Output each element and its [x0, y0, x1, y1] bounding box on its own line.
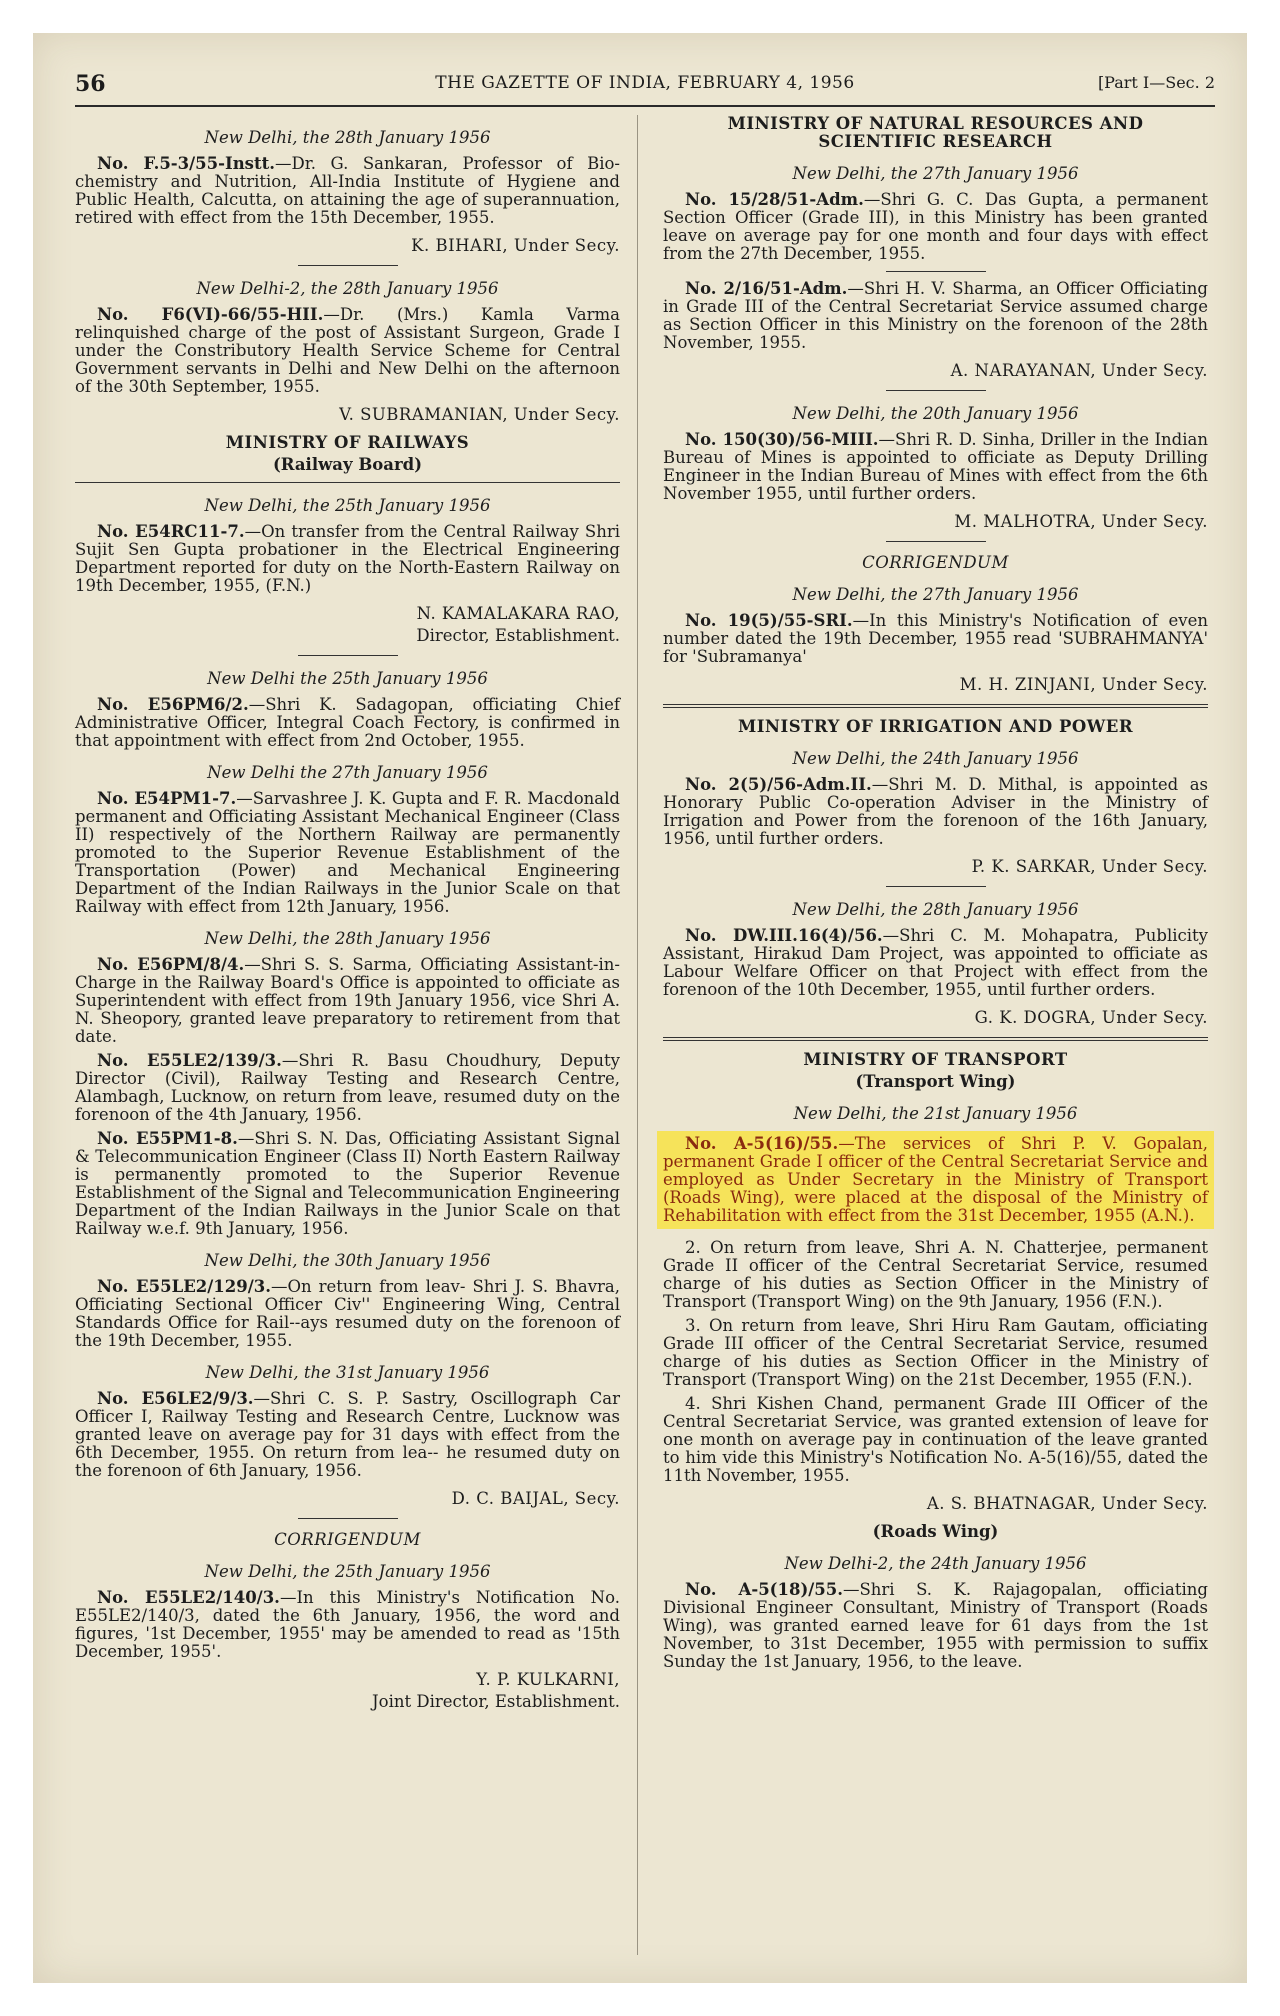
notification: [663, 1135, 1208, 1225]
notification: [75, 1278, 620, 1350]
notification-text: —Shri R. Basu Choudhury, Deputy Director (Civil), Railway Testing and Research Centre, Alambagh, Lucknow, on return from leave, resumed duty on the forenoon of the 4th January, 1956.: [75, 1051, 621, 1124]
divider: [75, 482, 620, 483]
part-section: [Part I—Sec. 2: [1097, 73, 1215, 92]
notification-number: No. 2/16/51-Adm.: [685, 279, 848, 298]
notification-number: No. E56PM6/2.: [97, 695, 249, 714]
signatory: P. K. SARKAR, Under Secy.: [971, 857, 1208, 876]
notification-number: No. A-5(18)/55.: [685, 1580, 843, 1599]
notification-number: No. DW.III.16(4)/56.: [685, 926, 883, 945]
signatory: M. MALHOTRA, Under Secy.: [954, 512, 1208, 531]
notification-text: —On transfer from the Central Railway Shri Sujit Sen Gupta probationer in the Electrical Engineering Department reported for duty on the North-Eastern Railway on 19th December, 1955, (F.N.): [75, 522, 620, 595]
highlighted-notification: [657, 1131, 1214, 1229]
notification-number: No. E54PM1-7.: [97, 789, 237, 808]
notification-number: No. E55PM1-8.: [97, 1129, 238, 1148]
notification-text: —Shri S. K. Rajagopalan, officiating Divisional Engineer Consultant, Ministry of Transport (Roads Wing), was granted earned leave for 61 days from the 1st November, to 31st December, 1955 with permission to suffix Sunday the 1st January, 1956, to the leave.: [663, 1580, 1208, 1671]
notification-text: —Shri S. N. Das, Officiating Assistant Signal & Telecommunication Engineer (Class II) North Eastern Railway is permanently promoted to the Superior Revenue Establishment of the Signal and Telecommunication Engineering Department of the Indian Railways in the Junior Scale on that Railway w.e.f. 9th January, 1956.: [75, 1129, 620, 1238]
notification: [75, 306, 620, 396]
ministry-heading: MINISTRY OF NATURAL RESOURCES AND: [727, 114, 1144, 133]
notification: [663, 1581, 1208, 1671]
notification-paragraph: 2. On return from leave, Shri A. N. Chatterjee, permanent Grade II officer of the Central Secretariat Service, resumed charge of his duties as Section Officer in the Ministry of Transport (Transport Wing) on the 9th January, 1956 (F.N.).: [663, 1238, 1208, 1311]
divider: [886, 886, 986, 887]
gazette-title: THE GAZETTE OF INDIA, FEBRUARY 4, 1956: [435, 73, 855, 93]
notification-number: No. E56LE2/9/3.: [97, 1389, 254, 1408]
notification-number: No. 150(30)/56-MIII.: [685, 430, 879, 449]
notification-text: —Dr. (Mrs.) Kamla Varma relinquished charge of the post of Assistant Surgeon, Grade I under the Constributory Health Service Scheme for Central Government servants in Delhi and New Delhi on the afternoon of the 30th September, 1955.: [75, 305, 621, 396]
signatory: A. NARAYANAN, Under Secy.: [950, 361, 1208, 380]
ministry-heading: MINISTRY OF RAILWAYS: [225, 433, 470, 452]
notification: [663, 280, 1208, 352]
signatory: K. BIHARI, Under Secy.: [411, 236, 620, 255]
signatory: D. C. BAIJAL, Secy.: [451, 1489, 620, 1508]
dateline: New Delhi-2, the 24th January 1956: [784, 1554, 1087, 1573]
notification-number: No. E54RC11-7.: [97, 522, 245, 541]
notification-text: —Shri C. M. Mohapatra, Publicity Assistant, Hirakud Dam Project, was appointed to officiate as Labour Welfare Officer on that Project with effect from the forenoon of the 10th December, 1955, until further orders.: [663, 926, 1208, 999]
ministry-heading-line2: SCIENTIFIC RESEARCH: [818, 132, 1053, 151]
notification: [663, 776, 1208, 848]
notification: [663, 431, 1208, 503]
dateline: New Delhi, the 28th January 1956: [792, 900, 1079, 919]
notification-text: —Shri M. D. Mithal, is appointed as Honorary Public Co-operation Adviser in the Ministry of Irrigation and Power from the forenoon of the 16th January, 1956, until further orders.: [663, 775, 1209, 848]
notification: [75, 1589, 620, 1661]
notification-text: —Shri G. C. Das Gupta, a permanent Section Officer (Grade III), in this Ministry has been granted leave on average pay for one month and four days with effect from the 27th December, 1955.: [663, 190, 1208, 263]
ministry-subheading: (Transport Wing): [855, 1072, 1016, 1091]
right-column: [663, 115, 1208, 1677]
divider: [886, 541, 986, 542]
notification-text: —Dr. G. Sankaran, Professor of Bio-chemistry and Nutrition, All-India Institute of Hygiene and Public Health, Calcutta, on attaining the age of superannuation, retired with effect from the 15th December, 1955.: [75, 154, 620, 227]
signatory-title: Joint Director, Establishment.: [372, 1692, 620, 1711]
notification-number: No. E55LE2/140/3.: [97, 1588, 280, 1607]
dateline: New Delhi, the 27th January 1956: [792, 164, 1079, 183]
signatory: V. SUBRAMANIAN, Under Secy.: [339, 405, 620, 424]
corrigendum-heading: CORRIGENDUM: [274, 1530, 421, 1549]
dateline: New Delhi, the 30th January 1956: [204, 1251, 491, 1270]
dateline: New Delhi, the 25th January 1956: [204, 1562, 491, 1581]
divider: [663, 1037, 1208, 1041]
notification: [75, 155, 620, 227]
signatory: Y. P. KULKARNI,: [476, 1670, 620, 1689]
divider: [298, 1518, 398, 1519]
notification: [663, 927, 1208, 999]
divider: [886, 271, 986, 272]
notification-text: —On return from leav- Shri J. S. Bhavra, Officiating Sectional Officer Civ'' Engineering Wing, Central Standards Office for Rail--ays resumed duty on the forenoon of the 19th December, 1955.: [75, 1277, 621, 1350]
notification-text: —In this Ministry's Notification No. E55LE2/140/3, dated the 6th January, 1956, the word and figures, '1st December, 1955' may be amended to read as '15th December, 1955'.: [75, 1588, 621, 1661]
notification: [663, 191, 1208, 263]
column-divider: [637, 115, 638, 1955]
ministry-subheading: (Roads Wing): [872, 1522, 999, 1541]
notification: [75, 1052, 620, 1124]
notification-number: No. F.5-3/55-Instt.: [97, 154, 275, 173]
notification-number: No. E55LE2/139/3.: [97, 1051, 282, 1070]
dateline: New Delhi the 27th January 1956: [207, 763, 488, 782]
ministry-heading: MINISTRY OF IRRIGATION AND POWER: [737, 717, 1134, 736]
dateline: New Delhi, the 27th January 1956: [792, 585, 1079, 604]
notification-text: —Shri C. S. P. Sastry, Oscillograph Car Officer I, Railway Testing and Research Centre, Lucknow was granted leave on average pay for 31 days with effect from the 6th December, 1955. On return from lea-- he resumed duty on the forenoon of 6th January, 1956.: [75, 1389, 620, 1480]
page-number: 56: [75, 71, 106, 97]
notification-text: —Shri K. Sadagopan, officiating Chief Administrative Officer, Integral Coach Fectory, is confirmed in that appointment with effect from 2nd October, 1955.: [75, 695, 620, 750]
notification-paragraph: 3. On return from leave, Shri Hiru Ram Gautam, officiating Grade III officer of the Central Secretariat Service, resumed charge of his duties as Section Officer in the Ministry of Transport (Transport Wing) on the 21st December, 1955 (F.N.).: [663, 1316, 1208, 1389]
notification: [663, 612, 1208, 666]
notification-text: —Shri S. S. Sarma, Officiating Assistant-in-Charge in the Railway Board's Office is appointed to officiate as Superintendent with effect from 19th January 1956, vice Shri A. N. Sheopory, granted leave preparatory to retirement from that date.: [75, 955, 620, 1046]
signatory: N. KAMALAKARA RAO,: [416, 604, 620, 623]
page-header: [75, 63, 1215, 107]
notification-number: No. F6(VI)-66/55-HII.: [97, 305, 324, 324]
signatory-title: Director, Establishment.: [416, 626, 620, 645]
dateline: New Delhi, the 28th January 1956: [204, 929, 491, 948]
notification: [75, 1390, 620, 1480]
left-column: [75, 115, 620, 1721]
ministry-subheading: (Railway Board): [272, 455, 423, 474]
dateline: New Delhi, the 21st January 1956: [793, 1104, 1078, 1123]
dateline: New Delhi the 25th January 1956: [207, 669, 488, 688]
ministry-heading: MINISTRY OF TRANSPORT: [803, 1050, 1068, 1069]
notification: [75, 696, 620, 750]
notification: [75, 956, 620, 1046]
dateline: New Delhi, the 25th January 1956: [204, 496, 491, 515]
dateline: New Delhi-2, the 28th January 1956: [196, 279, 499, 298]
divider: [298, 265, 398, 266]
corrigendum-heading: CORRIGENDUM: [862, 553, 1009, 572]
notification-number: No. A-5(16)/55.: [685, 1134, 839, 1153]
notification-text: —Shri H. V. Sharma, an Officer Officiating in Grade III of the Central Secretariat Service assumed charge as Section Officer in this Ministry on the forenoon of the 28th November, 1955.: [663, 279, 1208, 352]
dateline: New Delhi, the 31st January 1956: [205, 1363, 490, 1382]
dateline: New Delhi, the 28th January 1956: [204, 128, 491, 147]
notification-number: No. E56PM/8/4.: [97, 955, 245, 974]
notification-number: No. 15/28/51-Adm.: [685, 190, 864, 209]
signatory: M. H. ZINJANI, Under Secy.: [959, 675, 1208, 694]
divider: [663, 704, 1208, 708]
divider: [886, 390, 986, 391]
notification-text: —Shri R. D. Sinha, Driller in the Indian Bureau of Mines is appointed to officiate as Deputy Drilling Engineer in the Indian Bureau of Mines with effect from the 6th November 1955, until further orders.: [663, 430, 1208, 503]
notification-text: —The services of Shri P. V. Gopalan, permanent Grade I officer of the Central Secretariat Service and employed as Under Secretary in the Ministry of Transport (Roads Wing), were placed at the disposal of the Ministry of Rehabilitation with effect from the 31st December, 1955 (A.N.).: [663, 1134, 1208, 1225]
notification-text: —In this Ministry's Notification of even number dated the 19th December, 1955 read 'SUBRAHMANYA' for 'Subramanya': [663, 611, 1208, 666]
notification-number: No. 2(5)/56-Adm.II.: [685, 775, 872, 794]
notification: [75, 1130, 620, 1238]
notification: [75, 523, 620, 595]
dateline: New Delhi, the 24th January 1956: [792, 749, 1079, 768]
signatory: A. S. BHATNAGAR, Under Secy.: [926, 1494, 1208, 1513]
notification-text: —Sarvashree J. K. Gupta and F. R. Macdonald permanent and Officiating Assistant Mechanical Engineer (Class II) respectively of the Northern Railway are permanently promoted to the Superior Revenue Establishment of the Transportation (Power) and Mechanical Engineering Department of the Indian Railways in the Junior Scale on that Railway with effect from 12th January, 1956.: [75, 789, 620, 916]
gazette-page: [33, 33, 1247, 1983]
dateline: New Delhi, the 20th January 1956: [792, 404, 1079, 423]
divider: [298, 655, 398, 656]
notification-number: No. E55LE2/129/3.: [97, 1277, 271, 1296]
notification-number: No. 19(5)/55-SRI.: [685, 611, 853, 630]
signatory: G. K. DOGRA, Under Secy.: [974, 1008, 1208, 1027]
notification-paragraph: 4. Shri Kishen Chand, permanent Grade III Officer of the Central Secretariat Service, was granted extension of leave for one month on average pay in continuation of the leave granted to him vide this Ministry's Notification No. A-5(16)/55, dated the 11th November, 1955.: [663, 1394, 1208, 1485]
notification: [75, 790, 620, 916]
